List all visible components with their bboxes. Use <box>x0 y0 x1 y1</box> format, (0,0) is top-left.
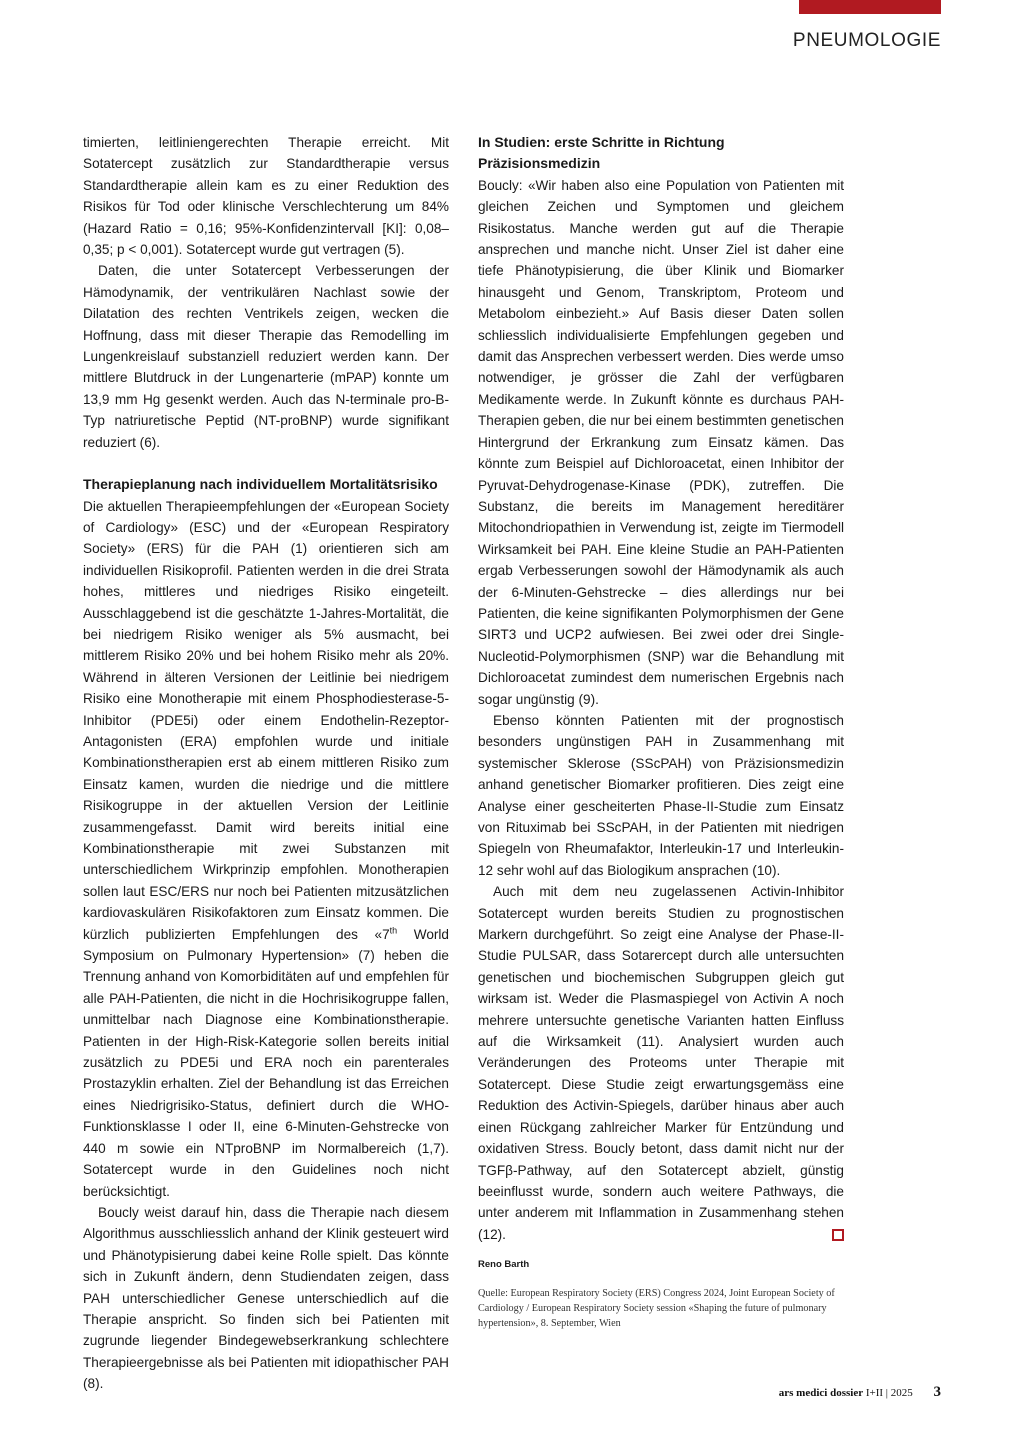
paragraph-text: Auch mit dem neu zugelassenen Activin-Inhibitor Sotatercept wurden bereits Studien zu prognostischen Markern durchgeführt. So zeigt eine Analyse der Phase-II-Studie PULSAR, dass Sotarercept durch alle untersuchten genetischen und biochemischen Subgruppen gleich gut wirksam ist. Weder die Plasmaspiegel von Activin A noch mehrere untersuchte genetische Varianten hatten Einfluss auf die Wirksamkeit (11). Analysiert wurden auch Veränderungen des Proteoms unter Therapie mit Sotatercept. Diese Studie zeigt erwartungsgemäss eine Reduktion des Activin-Spiegels, darüber hinaus aber auch einen Rückgang zahlreicher Marker für Entzündung und oxidativen Stress. Boucly betont, dass damit nicht nur der TGFβ-Pathway, auf den Sotatercept abzielt, günstig beeinflusst wurde, sondern auch weitere Pathways, die unter anderem mit Inflammation in Zusammenhang stehen (12). <box>478 884 844 1242</box>
superscript: th <box>389 925 398 936</box>
paragraph: Daten, die unter Sotatercept Verbesserungen der Hämodynamik, der ventrikulären Nachlast sowie der Dilatation des rechten Ventrikels zeigen, wecken die Hoffnung, dass mit dieser Therapie das Remodelling im Lungenkreislauf substanziell reduziert werden kann. Der mittlere Blutdruck in der Lungenarterie (mPAP) konnte um 13,9 mm Hg gesenkt werden. Auch das N-terminale pro-B-Typ natriuretische Peptid (NT-proBNP) wurde signifikant reduziert (6). <box>83 263 449 450</box>
paragraph <box>83 496 449 1202</box>
paragraph-text: World Symposium on Pulmonary Hypertension» (7) heben die Trennung anhand von Komorbiditäten auf und empfehlen für alle PAH-Patienten, die nicht in die Hochrisikogruppe fallen, unmittelbar nach Diagnose eine Kombinationstherapie. Patienten in der High-Risk-Kategorie sollen bereits initial zusätzlich zu PDE5i und ERA noch ein parenterales Prostazyklin erhalten. Ziel der Behandlung ist das Erreichen eines Niedrigrisiko-Status, definiert durch die WHO-Funktionsklasse I oder II, eine 6-Minuten-Gehstrecke von 440 m sowie ein NTproBNP im Normalbereich (1,7). Sotatercept wurde in den Guidelines noch nicht berücksichtigt. <box>83 926 449 1199</box>
paragraph-text: Die aktuellen Therapieempfehlungen der «European Society of Cardiology» (ESC) und der «European Respiratory Society» (ERS) für die PAH (1) orientieren sich am individuellen Risikoprofil. Patienten werden in die drei Strata hohes, mittleres und niedriges Risiko eingeteilt. Ausschlaggebend ist die geschätzte 1-Jahres-Mortalität, die bei niedrigem Risiko weniger als 5% ausmacht, bei mittlerem Risiko 20% und bei hohem Risiko mehr als 20%. Während in älteren Versionen der Leitlinie bei niedrigem Risiko eine Monotherapie mit einem Phosphodiesterase-5-Inhibitor (PDE5i) oder einem Endothelin-Rezeptor-Antagonisten (ERA) empfohlen wurde und initiale Kombinationstherapien erst ab einem mittleren Risiko zum Einsatz kamen, wurden die niedrige und die mittlere Risikogruppe in der aktuellen Version der Leitlinie zusammengefasst. Damit wird bereits initial eine Kombinationstherapie mit zwei Substanzen mit unterschiedlichem Wirkprinzip empfohlen. Monotherapien sollen laut ESC/ERS nur noch bei Patienten mitzusätzlichen kardiovaskulären Risikofaktoren zum Einsatz kommen. Die kürzlich publizierten Empfehlungen des «7 <box>83 498 449 942</box>
header-accent-bar <box>799 0 941 14</box>
paragraph: timierten, leitliniengerechten Therapie erreicht. Mit Sotatercept zusätzlich zur Standardtherapie versus Standardtherapie allein kam es zu einer Reduktion des Risikos für Tod oder klinische Verschlechterung um 84% (Hazard Ratio = 0,16; 95%-Konfidenzintervall [KI]: 0,08–0,35; p < 0,001). Sotatercept wurde gut vertragen (5). <box>83 135 449 258</box>
section-heading: In Studien: erste Schritte in Richtung Präzisionsmedizin <box>478 134 725 172</box>
section-label: PNEUMOLOGIE <box>792 30 941 51</box>
page-number: 3 <box>933 1384 941 1400</box>
paragraph: Boucly: «Wir haben also eine Population von Patienten mit gleichen Zeichen und Symptomen und gleichem Risikostatus. Manche werden gut auf die Therapie ansprechen und manche nicht. Unser Ziel ist daher eine tiefe Phänotypisierung, die über Klinik und Biomarker hinausgeht und Genom, Transkriptom, Proteom und Metabolom einbezieht.» Auf Basis dieser Daten sollen schliesslich individualisierte Empfehlungen gegeben und damit das Ansprechen verbessert werden. Dies werde umso notwendiger, je grösser die Zahl der verfügbaren Medikamente werde. In Zukunft könnte es durchaus PAH-Therapien geben, die nur bei einem bestimmten genetischen Hintergrund der Erkrankung zum Einsatz kämen. Das könnte zum Beispiel auf Dichloroacetat, einen Inhibitor der Pyruvat-Dehydrogenase-Kinase (PDK), zutreffen. Die Substanz, die bereits im Management hereditärer Mitochondriopathien in Verwendung ist, zeigte im Tiermodell Wirksamkeit bei PAH. Eine kleine Studie an PAH-Patienten ergab Verbesserungen sowohl der Hämodynamik als auch der 6-Minuten-Gehstrecke – dies allerdings nur bei Patienten, die keine signifikanten Polymorphismen der Gene SIRT3 und UCP2 aufwiesen. Bei zwei oder drei Single-Nucleotid-Polymorphismen (SNP) war die Behandlung mit Dichloroacetat zumindest dem numerischen Ergebnis nach sogar ungünstig (9). <box>478 177 844 707</box>
publication-name: ars medici dossier <box>778 1387 864 1399</box>
left-column <box>83 132 449 1395</box>
paragraph: Ebenso könnten Patienten mit der prognostisch besonders ungünstigen PAH in Zusammenhang mit systemischer Sklerose (SScPAH) von Präzisionsmedizin anhand genetischer Biomarker profitieren. Dies zeigt eine Analyse einer gescheiterten Phase-II-Studie zum Einsatz von Rituximab bei SScPAH, in der Patienten mit niedrigen Spiegeln von Rheumafaktor, Interleukin-17 und Interleukin-12 sehr wohl auf das Biologikum ansprachen (10). <box>478 712 844 878</box>
author: Reno Barth <box>478 1259 530 1271</box>
issue-label: I+II | 2025 <box>865 1387 913 1399</box>
end-square-icon <box>832 1229 844 1241</box>
paragraph: Boucly weist darauf hin, dass die Therapie nach diesem Algorithmus ausschliesslich anhand der Klinik gesteuert wird und Phänotypisierung dabei keine Rolle spielt. Das könnte sich in Zukunft ändern, denn Studiendaten zeigen, dass PAH unterschiedlicher Genese unterschiedlich auf die Therapie anspricht. So finden sich bei Patienten mit zugrunde liegender Bindegewebserkrankung schlechtere Therapieergebnisse als bei Patienten mit idiopathischer PAH (8). <box>83 1204 449 1392</box>
right-column <box>478 132 844 1331</box>
paragraph <box>478 881 844 1245</box>
section-heading: Therapieplanung nach individuellem Mortalitätsrisiko <box>83 476 438 493</box>
source-note: Quelle: European Respiratory Society (ERS) Congress 2024, Joint European Society of Cardiology / European Respiratory Society session «Shaping the future of pulmonary hypertension», 8. September, Wien <box>478 1288 835 1330</box>
page-footer <box>779 1384 941 1401</box>
